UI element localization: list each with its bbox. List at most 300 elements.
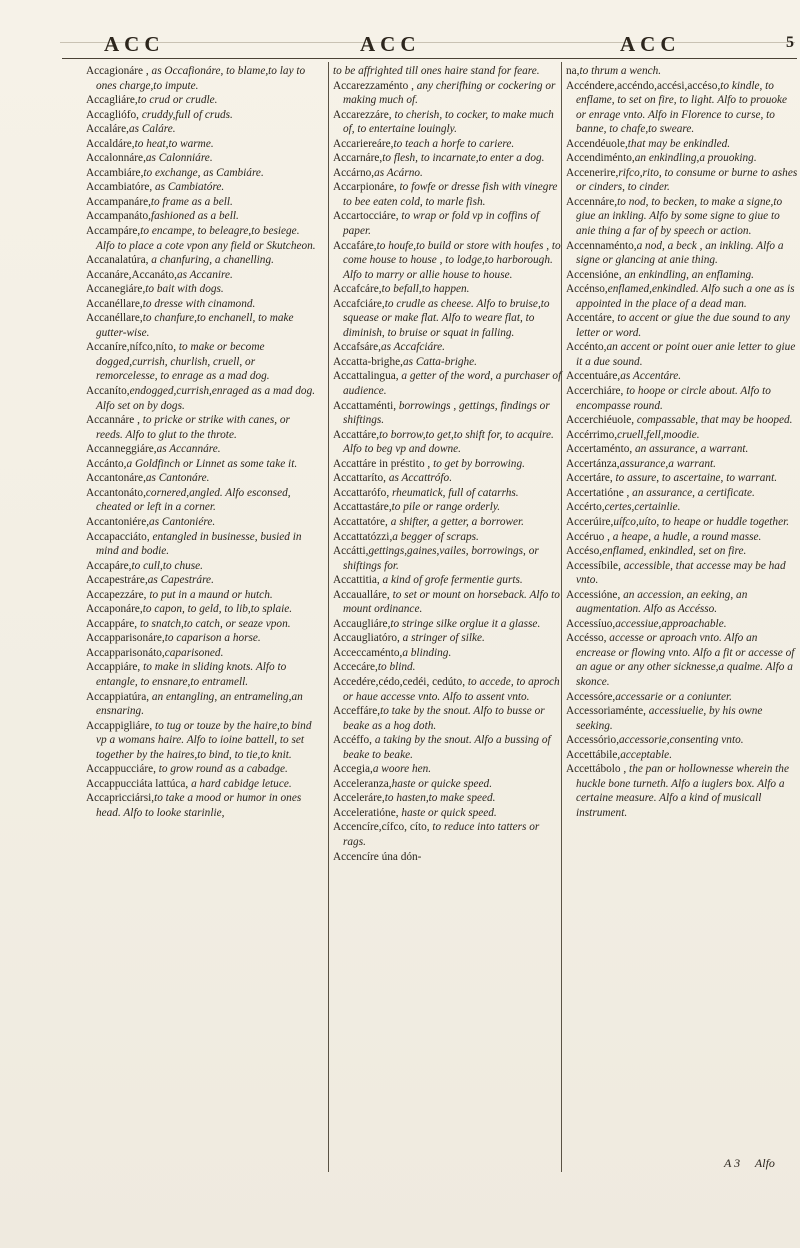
dictionary-entry — [333, 500, 565, 515]
entry-headword: Accerchiáre, — [566, 385, 624, 398]
entry-headword: Accapacciáto, — [86, 530, 150, 543]
entry-definition: a getter of the word, a purchaser of audience. — [343, 370, 562, 398]
dictionary-entry — [86, 282, 318, 297]
dictionary-entry — [86, 253, 318, 268]
entry-headword: Accessóre, — [566, 690, 616, 703]
entry-definition: haste or quicke speed. — [391, 777, 493, 790]
entry-headword: Accatta-brighe, — [333, 355, 403, 368]
entry-headword: Accendéuole, — [566, 137, 628, 150]
entry-definition: an accent or point ouer anie letter to giue it a due sound. — [576, 341, 796, 368]
dictionary-entry — [86, 791, 318, 820]
dictionary-entry — [566, 340, 798, 369]
dictionary-entry — [86, 762, 318, 777]
entry-definition: as Occafionáre, to blame,to lay to ones charge,to impute. — [96, 65, 306, 92]
entry-headword: Accaponáre, — [86, 603, 143, 616]
dictionary-entry — [86, 340, 318, 384]
dictionary-entry — [566, 282, 798, 311]
entry-headword: Accantoniére, — [86, 515, 150, 528]
dictionary-entry — [86, 209, 318, 224]
entry-definition: cruell,fell,moodie. — [617, 428, 700, 441]
entry-headword: Accátti, — [333, 545, 369, 558]
entry-definition: that may be enkindled. — [627, 137, 731, 150]
entry-definition: to stringe silke orglue it a glasse. — [390, 617, 541, 630]
entry-headword: Accessoriaménte, — [566, 705, 646, 718]
column-3 — [566, 64, 798, 1234]
entry-headword: Accapáre, — [86, 559, 132, 572]
entry-headword: Accappiatúra, — [86, 690, 150, 703]
dictionary-entry — [566, 268, 798, 283]
entry-headword: Accentuáre, — [566, 370, 621, 383]
dictionary-entry — [333, 675, 565, 704]
entry-definition: to crudle as cheese. Alfo to bruise,to squease or make flat. Alfo to weare flat, to diminish, to bruise or squat in falling. — [343, 297, 550, 339]
dictionary-entry — [566, 471, 798, 486]
entry-definition: as Acárno. — [374, 166, 423, 179]
dictionary-entry — [566, 384, 798, 413]
entry-headword: Accattaménti, — [333, 399, 397, 412]
dictionary-entry — [333, 79, 565, 108]
entry-headword: Accésso, — [566, 632, 607, 645]
entry-headword: Accendiménto, — [566, 152, 635, 165]
entry-definition: certes,certainlie. — [604, 501, 681, 514]
dictionary-entry — [86, 457, 318, 472]
dictionary-entry — [86, 617, 318, 632]
entry-definition: as Cantonáre. — [145, 472, 210, 485]
dictionary-entry — [333, 588, 565, 617]
entry-headword: Accapestráre, — [86, 574, 148, 587]
entry-headword: Acceleráre, — [333, 792, 385, 805]
header-rule — [62, 58, 797, 59]
dictionary-entry — [86, 166, 318, 181]
dictionary-entry — [333, 355, 565, 370]
column-1 — [86, 64, 318, 1234]
dictionary-entry — [86, 297, 318, 312]
dictionary-entry — [566, 515, 798, 530]
dictionary-entry — [86, 530, 318, 559]
dictionary-entry — [86, 777, 318, 792]
signature-mark: A 3 — [724, 1156, 741, 1170]
entry-definition: to kindle, to enflame, to set on fire, to light. Alfo to prouoke or enrage vnto. Alfo in Florence to curse, to banne, to chafe,to sweare. — [576, 79, 788, 136]
entry-definition: a blinding. — [402, 646, 452, 659]
entry-definition: to hoope or circle about. Alfo to encompasse round. — [576, 385, 771, 412]
dictionary-entry — [86, 486, 318, 515]
entry-definition: to be affrighted till ones haire stand for feare. — [333, 65, 540, 77]
entry-definition: as Accentáre. — [620, 370, 682, 383]
entry-headword: Accapezzáre, — [86, 588, 147, 601]
entry-headword: Accaugliatóro, — [333, 632, 400, 645]
dictionary-entry — [333, 704, 565, 733]
entry-headword: Accaníre,nífco,níto, — [86, 341, 177, 354]
entry-definition: an entangling, an entrameling,an ensnaring. — [96, 690, 303, 718]
entry-headword: Accessíuo, — [566, 617, 616, 630]
dictionary-entry — [333, 777, 565, 792]
entry-definition: as Cantoniére. — [149, 515, 216, 528]
entry-definition: haste or quick speed. — [398, 806, 497, 819]
dictionary-entry — [333, 850, 565, 865]
entry-definition: accessiue,approachable. — [615, 617, 727, 630]
entry-definition: an enkindling,a prouoking. — [634, 152, 757, 165]
page-number: 5 — [786, 34, 794, 51]
entry-headword: Accaláre, — [86, 123, 129, 136]
entry-definition: cornered,angled. Alfo esconsed, cheated or left in a corner. — [96, 486, 291, 514]
entry-definition: a begger of scraps. — [392, 530, 479, 543]
entry-definition: a heape, a hudle, a round masse. — [609, 530, 762, 543]
entry-definition: to cull,to chuse. — [131, 559, 204, 572]
dictionary-entry — [566, 704, 798, 733]
entry-definition: accessarie or a coniunter. — [615, 690, 732, 703]
entry-definition: as Capestráre. — [147, 574, 214, 587]
entry-definition: to borrow,to get,to shift for, to acquire. Alfo to beg vp and downe. — [343, 428, 554, 456]
entry-headword: Accénto, — [566, 341, 607, 354]
entry-definition: to make in sliding knots. Alfo to entangle, to ensnare,to entramell. — [96, 661, 287, 688]
entry-definition: to hasten,to make speed. — [384, 792, 496, 805]
entry-headword: Accattitia, — [333, 574, 380, 587]
dictionary-entry — [333, 617, 565, 632]
dictionary-entry — [86, 384, 318, 413]
entry-definition: a woore hen. — [372, 763, 432, 776]
dictionary-entry — [86, 559, 318, 574]
entry-headword: Accattáre, — [333, 428, 380, 441]
dictionary-entry — [333, 486, 565, 501]
entry-headword: Accennáre, — [566, 195, 618, 208]
entry-headword: Accantonáre, — [86, 472, 146, 485]
dictionary-entry — [86, 151, 318, 166]
entry-headword: Accappigliáre, — [86, 719, 153, 732]
entry-definition: an assurance, a warrant. — [632, 443, 749, 456]
entry-definition: a shifter, a getter, a borrower. — [387, 515, 524, 528]
entry-definition: to heat,to warme. — [134, 137, 214, 150]
header-right-word: ACC — [620, 32, 681, 56]
entry-headword: Accattáre in préstito , — [333, 457, 431, 470]
dictionary-entry — [566, 369, 798, 384]
dictionary-entry — [86, 108, 318, 123]
entry-definition: as Caláre. — [128, 123, 176, 136]
entry-headword: Accénso, — [566, 283, 608, 296]
entry-headword: Accarezzaménto , — [333, 79, 414, 92]
entry-definition: to befall,to happen. — [381, 283, 470, 296]
entry-headword: Accettábolo , — [566, 763, 627, 776]
dictionary-entry — [566, 544, 798, 559]
entry-headword: Accessióne, — [566, 588, 621, 601]
dictionary-entry — [333, 457, 565, 472]
entry-headword: Accampanáto, — [86, 210, 151, 223]
dictionary-entry — [333, 428, 565, 457]
dictionary-entry — [566, 588, 798, 617]
dictionary-entry — [566, 413, 798, 428]
entry-headword: Accencíre,cífco, cíto, — [333, 821, 430, 834]
dictionary-entry — [566, 428, 798, 443]
entry-definition: to capon, to geld, to lib,to splaie. — [142, 603, 293, 616]
dictionary-entry — [333, 762, 565, 777]
dictionary-entry — [566, 486, 798, 501]
entry-definition: caparisoned. — [164, 646, 224, 659]
dictionary-entry — [86, 515, 318, 530]
entry-headword: Accarezzáre, — [333, 108, 392, 121]
entry-headword: Accattaríto, — [333, 472, 387, 485]
header-left-word: ACC — [104, 32, 165, 56]
entry-headword: Accafciáre, — [333, 297, 385, 310]
entry-definition: to tug or touze by the haire,to bind vp a womans haire. Alfo to ioine battell, to set together by the haires,to bind, to tie,to knit. — [96, 719, 312, 761]
entry-definition: an enkindling, an enflaming. — [621, 268, 754, 281]
entry-definition: as Accannáre. — [156, 443, 221, 456]
entry-definition: accessible, that accesse may be had vnto. — [576, 559, 786, 587]
dictionary-entry — [333, 399, 565, 428]
dictionary-entry — [333, 151, 565, 166]
dictionary-entry — [566, 195, 798, 239]
dictionary-entry — [86, 224, 318, 253]
entry-headword: Acceleratióne, — [333, 806, 399, 819]
header-middle-word: ACC — [360, 32, 421, 56]
entry-headword: Accanneggiáre, — [86, 443, 157, 456]
entry-definition: to blind. — [377, 661, 416, 674]
entry-definition: to bait with dogs. — [145, 283, 224, 296]
dictionary-entry — [566, 457, 798, 472]
dictionary-entry — [86, 137, 318, 152]
entry-definition: to snatch,to catch, or seaze vpon. — [137, 617, 291, 630]
entry-headword: Accárno, — [333, 166, 375, 179]
entry-definition: to chanfure,to enchanell, to make gutter-wise. — [96, 312, 294, 339]
entry-headword: Accéso, — [566, 545, 603, 558]
entry-definition: to frame as a bell. — [150, 195, 233, 208]
dictionary-entry — [86, 646, 318, 661]
dictionary-entry — [333, 239, 565, 283]
entry-headword: Accertaménto, — [566, 443, 633, 456]
entry-headword: na, — [566, 65, 580, 77]
dictionary-entry — [333, 733, 565, 762]
entry-headword: Accenerire, — [566, 166, 619, 179]
column-2 — [333, 64, 565, 1234]
entry-headword: Accettábile, — [566, 748, 621, 761]
entry-headword: Accaugliáre, — [333, 617, 391, 630]
entry-definition: to caparison a horse. — [164, 632, 261, 645]
entry-headword: Accedére,cédo,cedéi, cedúto, — [333, 675, 466, 688]
entry-headword: Accessíbile, — [566, 559, 621, 572]
entry-definition: to encampe, to beleagre,to besiege. Alfo to place a cote vpon any field or Skutcheon. — [96, 225, 316, 252]
entry-definition: assurance,a warrant. — [619, 457, 716, 470]
dictionary-entry — [333, 369, 565, 398]
entry-headword: Acceffáre, — [333, 705, 381, 718]
entry-definition: to assure, to ascertaine, to warrant. — [612, 472, 778, 485]
entry-definition: fashioned as a bell. — [150, 210, 239, 223]
dictionary-entry — [566, 690, 798, 705]
entry-headword: Accerúire, — [566, 515, 614, 528]
entry-headword: Accarnáre, — [333, 152, 383, 165]
entry-definition: to flesh, to incarnate,to enter a dog. — [382, 152, 545, 165]
entry-headword: Accafcáre, — [333, 283, 382, 296]
entry-headword: Accampáre, — [86, 225, 141, 238]
entry-definition: borrowings , gettings, findings or shiftings. — [343, 399, 550, 427]
dictionary-entry — [566, 631, 798, 689]
dictionary-entry — [566, 239, 798, 268]
entry-headword: Accensióne, — [566, 268, 622, 281]
entry-definition: to teach a horfe to cariere. — [393, 137, 515, 150]
entry-definition: a hard cabidge letuce. — [188, 777, 292, 790]
entry-definition: to cherish, to cocker, to make much of, to entertaine louingly. — [343, 108, 554, 136]
entry-definition: to nod, to becken, to make a signe,to giue an inkling. Alfo by some signe to giue to anie thing a far of by speech or action. — [576, 195, 783, 238]
entry-headword: Accattatózzi, — [333, 530, 393, 543]
entry-definition: cruddy,full of cruds. — [139, 108, 233, 121]
dictionary-entry — [86, 471, 318, 486]
signature-and-catchword — [724, 1156, 775, 1171]
entry-definition: to get by borrowing. — [430, 457, 525, 470]
entry-headword: Accagionáre , — [86, 65, 149, 77]
entry-definition: to take by the snout. Alfo to busse or beake as a hog doth. — [343, 705, 545, 732]
dictionary-entry — [86, 195, 318, 210]
entry-definition: to put in a maund or hutch. — [146, 588, 273, 601]
entry-headword: Accattarófo, — [333, 486, 390, 499]
dictionary-entry — [566, 617, 798, 632]
entry-headword: Accambiatóre, — [86, 181, 153, 194]
entry-definition: as Calonniáre. — [145, 152, 213, 165]
entry-headword: Accegia, — [333, 763, 373, 776]
dictionary-entry — [86, 719, 318, 763]
dictionary-entry — [333, 820, 565, 849]
entry-definition: as Accattrófo. — [386, 472, 453, 485]
entry-definition: to accede, to aproch or haue accesse vnto. Alfo to assent vnto. — [343, 675, 560, 703]
entry-headword: Accattastáre, — [333, 501, 392, 514]
entry-definition: accesse or aproach vnto. Alfo an encrease or flowing vnto. Alfo a fit or accesse of an ague or any other sicknesse,a qualme. Alfo a skonce. — [576, 632, 795, 688]
entry-headword: Accafsáre, — [333, 341, 381, 354]
entry-headword: Accessório, — [566, 734, 620, 747]
entry-headword: Accánto, — [86, 457, 127, 470]
entry-definition: enflamed,enkindled. Alfo such a one as is appointed in the place of a dead man. — [576, 283, 795, 310]
dictionary-entry — [86, 573, 318, 588]
dictionary-entry — [86, 268, 318, 283]
dictionary-entry — [333, 166, 565, 181]
entry-headword: Accéruo , — [566, 530, 610, 543]
entry-headword: Accennaménto, — [566, 239, 637, 252]
entry-headword: Accecáre, — [333, 661, 378, 674]
entry-headword: Accapricciársi, — [86, 792, 155, 805]
dictionary-entry — [86, 631, 318, 646]
entry-definition: gettings,gaines,vailes, borrowings, or shiftings for. — [343, 545, 539, 572]
dictionary-entry — [333, 530, 565, 545]
entry-definition: an assurance, a certificate. — [629, 486, 755, 499]
entry-headword: Accanalatúra, — [86, 254, 149, 267]
dictionary-entry — [86, 93, 318, 108]
entry-headword: Accencíre úna dón- — [333, 850, 422, 863]
dictionary-entry — [86, 413, 318, 442]
entry-definition: a Goldfinch or Linnet as some take it. — [126, 457, 298, 470]
entry-headword: Accappucciáta lattúca, — [86, 777, 189, 790]
dictionary-entry — [566, 733, 798, 748]
entry-definition: to pricke or strike with canes, or reeds. Alfo to glut to the throte. — [96, 414, 290, 441]
entry-headword: Accafáre, — [333, 239, 377, 252]
entry-headword: Accaldáre, — [86, 137, 135, 150]
entry-definition: a nod, a beck , an inkling. Alfo a signe or glancing at anie thing. — [576, 239, 784, 267]
entry-headword: Accaníto, — [86, 385, 130, 398]
dictionary-entry — [566, 151, 798, 166]
entry-headword: Accagliófo, — [86, 108, 140, 121]
entry-headword: Acceccaménto, — [333, 646, 403, 659]
dictionary-entry — [333, 209, 565, 238]
dictionary-entry — [566, 748, 798, 763]
entry-headword: Accalonnáre, — [86, 152, 146, 165]
dictionary-entry — [86, 588, 318, 603]
dictionary-entry — [86, 311, 318, 340]
entry-headword: Accentáre, — [566, 312, 615, 325]
dictionary-entry — [86, 690, 318, 719]
entry-headword: Accannáre , — [86, 414, 140, 427]
entry-headword: Accapparisonáre, — [86, 632, 165, 645]
entry-definition: as Accafciáre. — [380, 341, 445, 354]
dictionary-entry — [566, 64, 798, 79]
dictionary-entry — [333, 137, 565, 152]
dictionary-entry — [333, 544, 565, 573]
dictionary-entry — [566, 166, 798, 195]
dictionary-entry — [333, 806, 565, 821]
entry-definition: an accession, an eeking, an augmentation. Alfo as Accésso. — [576, 588, 748, 616]
entry-definition: uífco,uíto, to heape or huddle together. — [613, 515, 790, 528]
entry-headword: Accarpionáre, — [333, 181, 397, 194]
dictionary-entry — [86, 122, 318, 137]
entry-definition: to crud or crudle. — [137, 94, 218, 107]
dictionary-entry — [566, 559, 798, 588]
entry-headword: Accerchiéuole, — [566, 414, 635, 427]
entry-headword: Accertánza, — [566, 457, 620, 470]
catchword: Alfo — [754, 1156, 775, 1170]
column-divider-2 — [561, 62, 562, 1172]
entry-definition: compassable, that may be hooped. — [634, 414, 793, 427]
entry-definition: a taking by the snout. Alfo a bussing of beake to beake. — [343, 734, 551, 761]
entry-definition: as Cambiatóre. — [152, 181, 225, 194]
entry-definition: accessiuelie, by his owne seeking. — [576, 705, 763, 732]
entry-headword: Accappiáre, — [86, 661, 141, 674]
dictionary-entry — [333, 631, 565, 646]
entry-definition: rifco,rito, to consume or burne to ashes or cinders, to cinder. — [576, 166, 798, 194]
entry-headword: Accappáre, — [86, 617, 138, 630]
entry-definition: to fowfe or dresse fish with vinegre to bee eaten cold, to marle fish. — [343, 181, 558, 208]
dictionary-entry — [566, 500, 798, 515]
entry-headword: Accattalingua, — [333, 370, 399, 383]
dictionary-entry — [333, 515, 565, 530]
entry-headword: Accanéllare, — [86, 297, 143, 310]
entry-definition: to make or become dogged,currish, churlish, cruell, or remorcelesse, to enrage as a mad dog. — [96, 341, 270, 383]
entry-definition: enflamed, enkindled, set on fire. — [602, 545, 747, 558]
dictionary-entry — [333, 282, 565, 297]
entry-definition: a chanfuring, a chanelling. — [148, 254, 274, 267]
dictionary-entry — [333, 791, 565, 806]
entry-definition: a kind of grofe fermentie gurts. — [379, 574, 523, 587]
entry-headword: Accéndere,accéndo,accési,accéso, — [566, 79, 721, 92]
entry-definition: as Catta-brighe. — [402, 355, 478, 368]
entry-headword: Accaualláre, — [333, 588, 390, 601]
entry-headword: Accanáre,Accanáto, — [86, 268, 177, 281]
dictionary-entry — [333, 108, 565, 137]
entry-definition: rheumatick, full of catarrhs. — [389, 486, 519, 499]
dictionary-entry — [333, 573, 565, 588]
dictionary-entry — [333, 646, 565, 661]
dictionary-entry — [566, 137, 798, 152]
entry-headword: Accartocciáre, — [333, 210, 399, 223]
entry-headword: Accagliáre, — [86, 94, 138, 107]
entry-headword: Accariereáre, — [333, 137, 394, 150]
dictionary-entry — [86, 660, 318, 689]
entry-headword: Accapparisonáto, — [86, 646, 165, 659]
entry-definition: accessorie,consenting vnto. — [619, 734, 744, 747]
dictionary-entry — [86, 442, 318, 457]
dictionary-entry — [566, 311, 798, 340]
entry-definition: to wrap or fold vp in coffins of paper. — [343, 210, 540, 238]
dictionary-entry — [333, 340, 565, 355]
entry-definition: as Accanire. — [176, 268, 233, 281]
entry-headword: Accertatióne , — [566, 486, 630, 499]
entry-headword: Accantonáto, — [86, 486, 146, 499]
entry-definition: to exchange, as Cambiáre. — [143, 166, 264, 179]
entry-definition: to dresse with cinamond. — [142, 297, 256, 310]
entry-definition: the pan or hollownesse wherein the huckle bone turneth. Alfo a iuglers box. Alfo a certaine measure. Alfo a kind of musicall instrument. — [576, 763, 789, 819]
entry-definition: entangled in businesse, busied in mind and bodie. — [96, 530, 302, 558]
entry-headword: Accanegiáre, — [86, 283, 146, 296]
